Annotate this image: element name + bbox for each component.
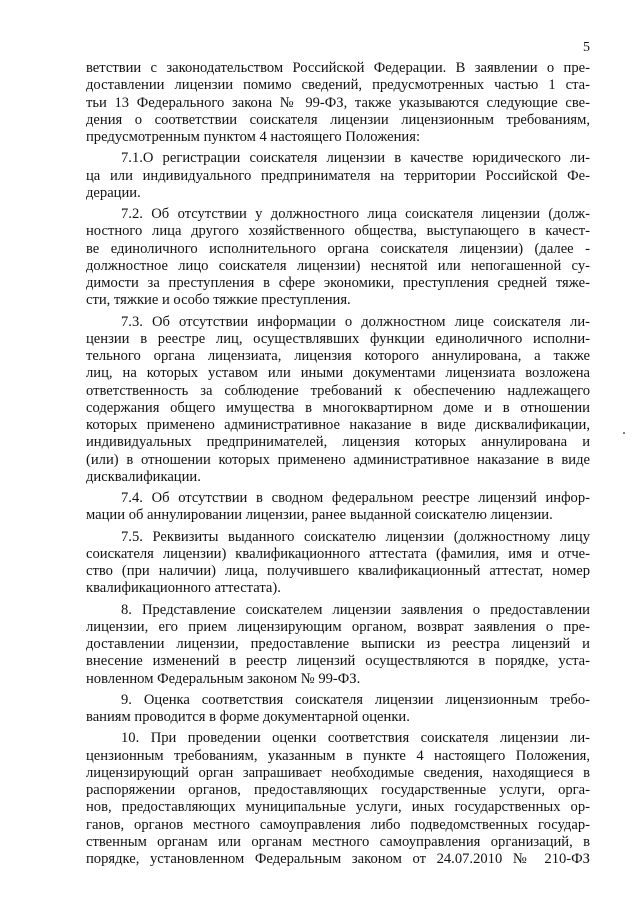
text-line: должностное лицо соискателя лицензии) неснятой или непогашенной су- xyxy=(86,257,590,274)
text-line: соискателя лицензии) квалификационного аттестата (фамилия, имя и отче- xyxy=(86,545,590,562)
paragraph-10 xyxy=(86,730,590,868)
text-line: 7.2. Об отсутствии у должностного лица соискателя лицензии (долж- xyxy=(121,206,590,222)
text-line: внесение изменений в реестр лицензий осуществляются в порядке, уста- xyxy=(86,653,590,670)
body-text xyxy=(86,60,590,868)
text-line: 10. При проведении оценки соответствия соискателя лицензии ли- xyxy=(121,730,590,747)
text-line: порядке, установленном Федеральным законом от 24.07.2010 № 210-ФЗ xyxy=(86,851,590,867)
paragraph-9 xyxy=(86,692,590,727)
text-line: сти, тяжкие и особо тяжкие преступления. xyxy=(86,292,351,309)
text-line: нов, предоставляющих муниципальные услуги, иных государственных ор- xyxy=(86,799,590,816)
text-line: доставлении лицензии, предоставление выписки из реестра лицензий и xyxy=(86,636,590,652)
text-line: дения о соответствии соискателя лицензии лицензионным требованиям, xyxy=(86,111,590,128)
text-line: содержания общего имущества в многоквартирном доме и в отношении xyxy=(86,399,590,416)
text-line: 7.1.О регистрации соискателя лицензии в качестве юридического ли- xyxy=(121,150,590,167)
text-line: ганов, органов местного самоуправления либо подведомственных государ- xyxy=(86,816,590,833)
text-line: 7.4. Об отсутствии в сводном федеральном реестре лицензий инфор- xyxy=(121,490,590,506)
text-line: (или) в отношении которых применено административное наказание в виде xyxy=(86,451,590,468)
text-line: индивидуальных предпринимателей, лицензия которых аннулирована и xyxy=(86,434,590,451)
text-line: ца или индивидуального предпринимателя на территории Российской Фе- xyxy=(86,167,590,184)
text-line: доставлении лицензии помимо сведений, предусмотренных частью 1 ста- xyxy=(86,77,590,94)
text-line: тьи 13 Федерального закона № 99-ФЗ, также указываются следующие све- xyxy=(86,94,590,111)
paragraph-7-5 xyxy=(86,529,590,598)
paragraph-continuation xyxy=(86,60,590,146)
text-line: димости за преступления в сфере экономики, преступления средней тяже- xyxy=(86,275,590,291)
text-line: лиц, на которых уставом или иными документами лицензиата возложена xyxy=(86,365,590,382)
text-line: ностного лица другого хозяйственного общества, выступающего в качест- xyxy=(86,223,590,240)
text-line: дисквалификации. xyxy=(86,468,201,485)
paragraph-7-1 xyxy=(86,150,590,202)
paragraph-8 xyxy=(86,602,590,688)
text-line: ство (при наличии) лица, получившего квалификационный аттестат, номер xyxy=(86,563,590,579)
text-line: лицензирующий орган запрашивает необходимые сведения, находящиеся в xyxy=(86,764,590,781)
paragraph-7-4 xyxy=(86,490,590,525)
text-line: которых применено административное наказание в виде дисквалификации, xyxy=(86,417,590,433)
text-line: ответственность за соблюдение требований к обеспечению надлежащего xyxy=(86,382,590,399)
text-line: дерации. xyxy=(86,184,141,201)
text-line: 7.3. Об отсутствии информации о должностном лице соискателя ли- xyxy=(121,313,590,330)
paragraph-7-3 xyxy=(86,314,590,487)
text-line: распоряжении органов, предоставляющих государственные услуги, орга- xyxy=(86,782,590,798)
text-line: мации об аннулировании лицензии, ранее выданной соискателю лицензии. xyxy=(86,507,553,524)
text-line: тельного органа лицензиата, лицензия которого аннулирована, а также xyxy=(86,348,590,364)
text-line: цензии в реестре лиц, осуществлявших функции единоличного исполни- xyxy=(86,330,590,347)
paragraph-7-2 xyxy=(86,206,590,310)
text-line: 9. Оценка соответствия соискателя лицензии лицензионным требо- xyxy=(121,691,590,708)
text-line: ственным органам или органам местного самоуправления организаций, в xyxy=(86,833,590,850)
text-line: ве единоличного исполнительного органа соискателя лицензии) (далее - xyxy=(86,240,590,257)
text-line: ваниям проводится в форме документарной оценки. xyxy=(86,709,410,725)
text-line: 8. Представление соискателем лицензии заявления о предоставлении xyxy=(121,601,590,618)
text-line: цензионным требованиям, указанным в пункте 4 настоящего Положения, xyxy=(86,747,590,764)
text-line: 7.5. Реквизиты выданного соискателю лицензии (должностному лицу xyxy=(121,528,590,545)
text-line: ветствии с законодательством Российской Федерации. В заявлении о пре- xyxy=(86,60,590,76)
text-line: новленном Федеральным законом № 99-ФЗ. xyxy=(86,670,361,687)
text-line: предусмотренным пунктом 4 настоящего Положения: xyxy=(86,129,420,145)
text-line: лицензии, его прием лицензирующим органом, возврат заявления о пре- xyxy=(86,618,590,635)
text-line: квалификационного аттестата). xyxy=(86,580,281,597)
scan-speck xyxy=(623,432,625,434)
page-number: 5 xyxy=(583,40,590,55)
